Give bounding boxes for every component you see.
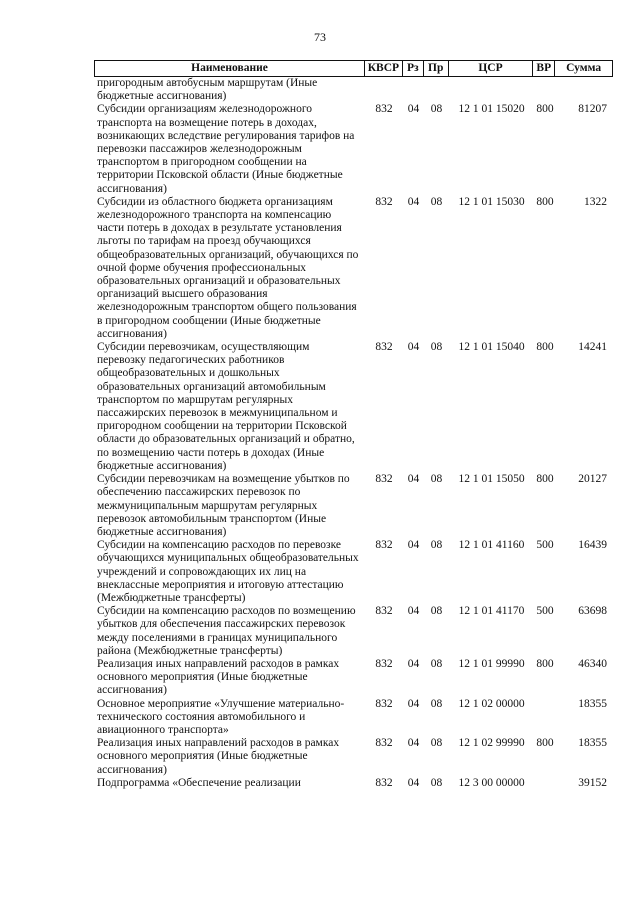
row-vr: 800: [536, 341, 554, 354]
row-rz: 04: [407, 103, 420, 116]
row-kvsr: 832: [375, 697, 393, 710]
row-sum: 16439: [578, 539, 607, 552]
row-vr: 800: [536, 737, 554, 750]
table-row: [94, 698, 613, 738]
row-kvsr: 832: [375, 737, 393, 750]
row-pr: 08: [430, 341, 443, 354]
row-vr: 800: [536, 103, 554, 116]
row-rz: 04: [407, 539, 420, 552]
row-pr: 08: [430, 737, 443, 750]
header-sum: Сумма: [566, 61, 602, 74]
row-csr: 12 1 02 99990: [458, 737, 525, 750]
row-csr: 12 1 01 41160: [458, 539, 525, 552]
row-kvsr: 832: [375, 539, 393, 552]
page-number: 73: [314, 30, 326, 44]
row-name: Реализация иных направлений расходов в рамках основного мероприятия (Иные бюджетные ассигнования): [97, 737, 340, 776]
row-csr: 12 1 01 15020: [458, 103, 525, 116]
row-pr: 08: [430, 697, 443, 710]
table-row: [94, 341, 613, 473]
table-row: [94, 473, 613, 539]
row-kvsr: 832: [375, 776, 393, 789]
row-name: Подпрограмма «Обеспечение реализации: [97, 776, 301, 789]
row-name: Субсидии перевозчикам, осуществляющим перевозку педагогических работников общеобразовательных и дошкольных образовательных организаций автомобильным транспортом по маршрутам регулярных пассажирских перевозок в межмуниципальном и пригородном сообщении на территории Псковской области до образовательных организаций и обратно, по возмещению части потерь в доходах (Иные бюджетные ассигнования): [97, 341, 355, 472]
budget-table: [94, 60, 613, 790]
table-header: [94, 60, 613, 77]
row-rz: 04: [407, 195, 420, 208]
header-csr: ЦСР: [449, 61, 534, 76]
row-csr: 12 1 01 15040: [458, 341, 525, 354]
row-pr: 08: [430, 776, 443, 789]
row-kvsr: 832: [375, 657, 393, 670]
header-kvsr: КВСР: [365, 61, 403, 76]
row-csr: 12 1 01 15030: [458, 195, 525, 208]
row-sum: 14241: [578, 341, 607, 354]
row-sum: 20127: [578, 473, 607, 486]
row-sum: 46340: [578, 657, 607, 670]
row-rz: 04: [407, 341, 420, 354]
row-sum: 18355: [578, 737, 607, 750]
row-sum: 18355: [578, 697, 607, 710]
table-row: [94, 196, 613, 341]
row-name: пригородным автобусным маршрутам (Иные бюджетные ассигнования): [97, 77, 318, 103]
row-csr: 12 3 00 00000: [458, 776, 525, 789]
table-body: [94, 77, 613, 790]
row-rz: 04: [407, 737, 420, 750]
row-rz: 04: [407, 473, 420, 486]
header-name: Наименование: [95, 61, 365, 76]
row-csr: 12 1 01 15050: [458, 473, 525, 486]
row-name: Субсидии из областного бюджета организациям железнодорожного транспорта на компенсацию части потерь в доходах в результате установления льготы по тарифам на проезд обучающихся общеобразовательных организаций, обучающихся по очной форме обучения профессиональных образовательных организаций и образовательных организаций высшего образования железнодорожным транспортом общего пользования в пригородном сообщении (Иные бюджетные ассигнования): [97, 195, 359, 340]
row-name: Субсидии на компенсацию расходов по возмещению убытков для обеспечения пассажирских перевозок между поселениями в границах муниципального района (Межбюджетные трансферты): [97, 605, 356, 657]
header-rz: Рз: [403, 61, 424, 76]
row-name: Основное мероприятие «Улучшение материально-технического состояния автомобильного и авиационного транспорта»: [97, 697, 345, 736]
row-sum: 39152: [578, 776, 607, 789]
row-name: Субсидии организациям железнодорожного транспорта на возмещение потерь в доходах, возникающих вследствие регулирования тарифов на перевозки пассажиров железнодорожным транспортом в пригородном сообщении на территории Псковской области (Иные бюджетные ассигнования): [97, 103, 355, 195]
row-csr: 12 1 01 99990: [458, 657, 525, 670]
row-sum: 1322: [584, 195, 607, 208]
row-rz: 04: [407, 605, 420, 618]
row-name: Субсидии перевозчикам на возмещение убытков по обеспечению пассажирских перевозок по межмуниципальным маршрутам регулярных перевозок автомобильным транспортом (Иные бюджетные ассигнования): [97, 473, 350, 538]
header-pr: Пр: [424, 61, 449, 76]
table-row: [94, 77, 613, 103]
row-name: Реализация иных направлений расходов в рамках основного мероприятия (Иные бюджетные ассигнования): [97, 657, 340, 697]
row-rz: 04: [407, 697, 420, 710]
row-csr: 12 1 01 41170: [458, 605, 525, 618]
row-vr: 800: [536, 473, 554, 486]
row-kvsr: 832: [375, 103, 393, 116]
header-vr: ВР: [533, 61, 555, 76]
row-pr: 08: [430, 473, 443, 486]
row-rz: 04: [407, 657, 420, 670]
row-pr: 08: [430, 605, 443, 618]
row-kvsr: 832: [375, 473, 393, 486]
row-pr: 08: [430, 657, 443, 670]
table-row: [94, 658, 613, 698]
row-pr: 08: [430, 103, 443, 116]
row-kvsr: 832: [375, 341, 393, 354]
row-name: Субсидии на компенсацию расходов по перевозке обучающихся муниципальных общеобразовательных учреждений и сопровождающих их лиц на внеклассные мероприятия и итоговую аттестацию (Межбюджетные трансферты): [97, 539, 359, 604]
row-rz: 04: [407, 776, 420, 789]
row-sum: 63698: [578, 605, 607, 618]
table-row: [94, 777, 613, 790]
row-vr: 500: [536, 605, 554, 618]
table-row: [94, 605, 613, 658]
table-row: [94, 103, 613, 195]
row-sum: 81207: [578, 103, 607, 116]
row-vr: 800: [536, 657, 554, 670]
table-row: [94, 539, 613, 605]
row-vr: 800: [536, 195, 554, 208]
table-row: [94, 737, 613, 777]
row-pr: 08: [430, 195, 443, 208]
row-kvsr: 832: [375, 195, 393, 208]
row-vr: 500: [536, 539, 554, 552]
row-csr: 12 1 02 00000: [458, 697, 525, 710]
row-pr: 08: [430, 539, 443, 552]
row-kvsr: 832: [375, 605, 393, 618]
